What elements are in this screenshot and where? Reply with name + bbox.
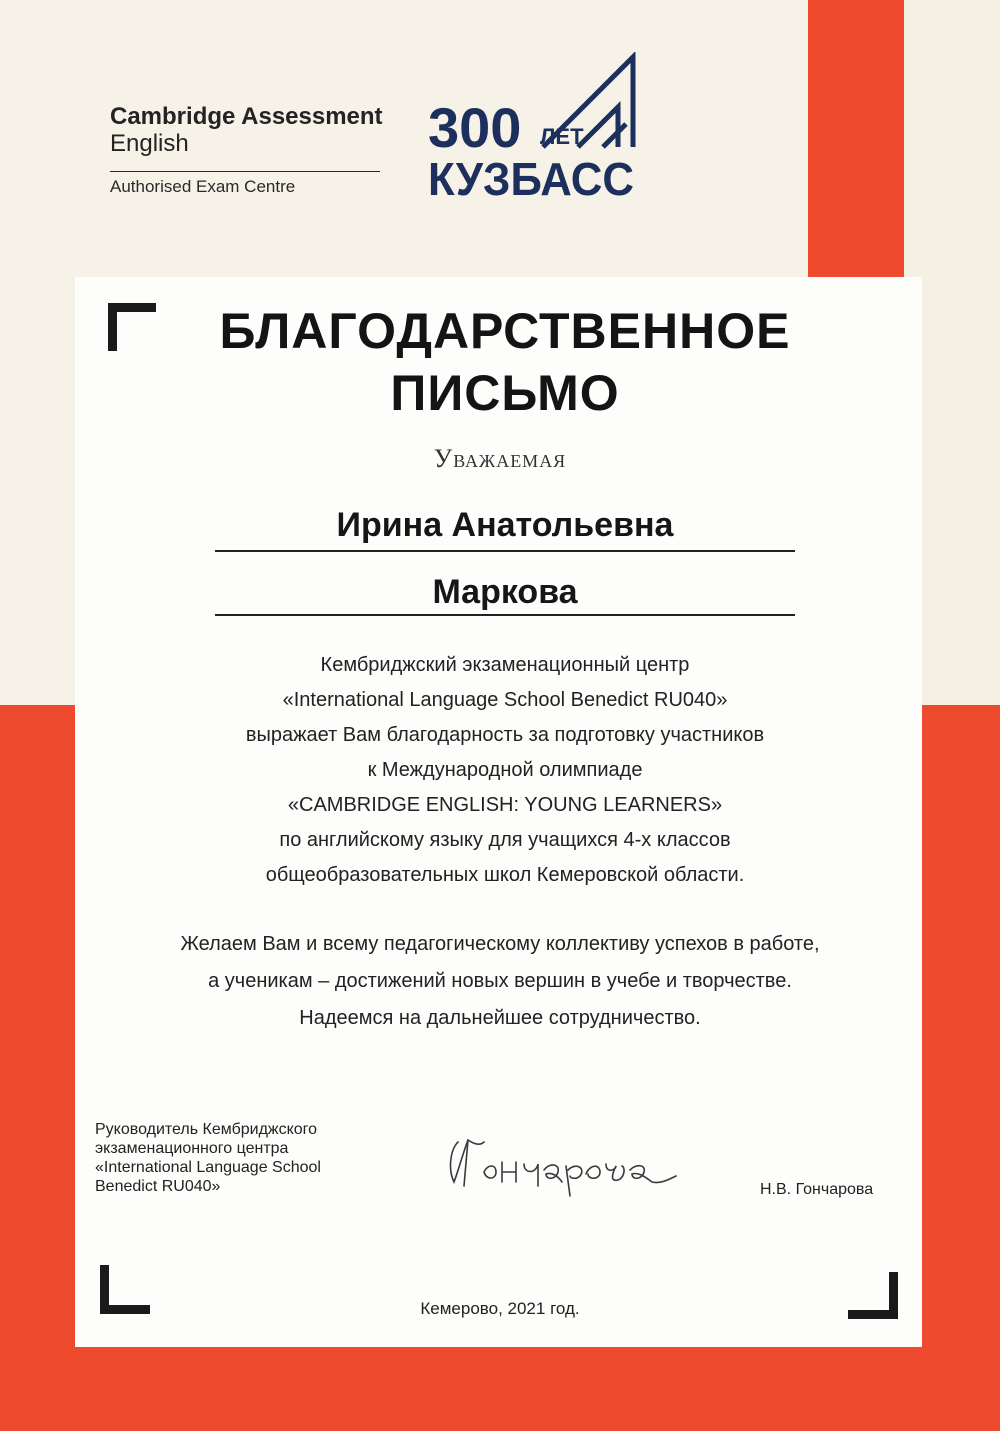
body-line: «CAMBRIDGE ENGLISH: YOUNG LEARNERS»	[287, 794, 723, 816]
handwritten-signature	[440, 1120, 680, 1200]
letter-body	[110, 648, 900, 893]
signer-role	[95, 1120, 415, 1196]
body-line: к Международной олимпиаде	[367, 759, 643, 781]
letter-title-line-1: БЛАГОДАРСТВЕННОЕ	[219, 303, 791, 359]
body-line: выражает Вам благодарность за подготовку участников	[245, 724, 765, 746]
place-and-year: Кемерово, 2021 год.	[420, 1299, 580, 1318]
signer-role-line: Руководитель Кембриджского	[95, 1121, 318, 1138]
letter-title-line-2: ПИСЬМО	[390, 365, 620, 421]
recipient-last-name: Маркова	[432, 573, 578, 611]
recipient-first-name: Ирина Анатольевна	[336, 506, 674, 544]
name-underline-1	[215, 550, 795, 552]
wish-line: Надеемся на дальнейшее сотрудничество.	[299, 1007, 701, 1029]
logo-300-text: 300	[428, 96, 522, 159]
signer-role-line: экзаменационного центра	[95, 1140, 289, 1157]
letter-wishes	[80, 926, 920, 1037]
wish-line: Желаем Вам и всему педагогическому коллективу успехов в работе,	[180, 933, 820, 955]
wish-line: а ученикам – достижений новых вершин в учебе и творчестве.	[208, 970, 792, 992]
corner-mark-top-left-v	[108, 303, 117, 351]
cambridge-logo-divider	[110, 171, 380, 172]
body-line: по английскому языку для учащихся 4-х классов	[279, 829, 731, 851]
letter-title	[175, 300, 835, 424]
body-line: «International Language School Benedict RU040»	[282, 689, 728, 711]
corner-mark-bottom-right-v	[889, 1272, 898, 1319]
cambridge-logo-subtitle: English	[110, 130, 189, 157]
body-line: Кембриджский экзаменационный центр	[320, 654, 690, 676]
greeting: Уважаемая	[433, 444, 567, 473]
cambridge-centre-label: Authorised Exam Centre	[110, 177, 296, 196]
corner-mark-bottom-left-v	[100, 1265, 109, 1314]
signer-role-line: Benedict RU040»	[95, 1178, 221, 1195]
signer-role-line: «International Language School	[95, 1159, 321, 1176]
body-line: общеобразовательных школ Кемеровской области.	[265, 864, 745, 886]
name-underline-2	[215, 614, 795, 616]
kuzbass-300-logo	[428, 52, 638, 202]
signer-name: Н.В. Гончарова	[760, 1181, 874, 1198]
logo-years-text: ЛЕТ	[540, 124, 584, 149]
cambridge-logo-title: Cambridge Assessment	[110, 103, 383, 130]
logo-region-text: КУЗБАСС	[428, 153, 634, 202]
